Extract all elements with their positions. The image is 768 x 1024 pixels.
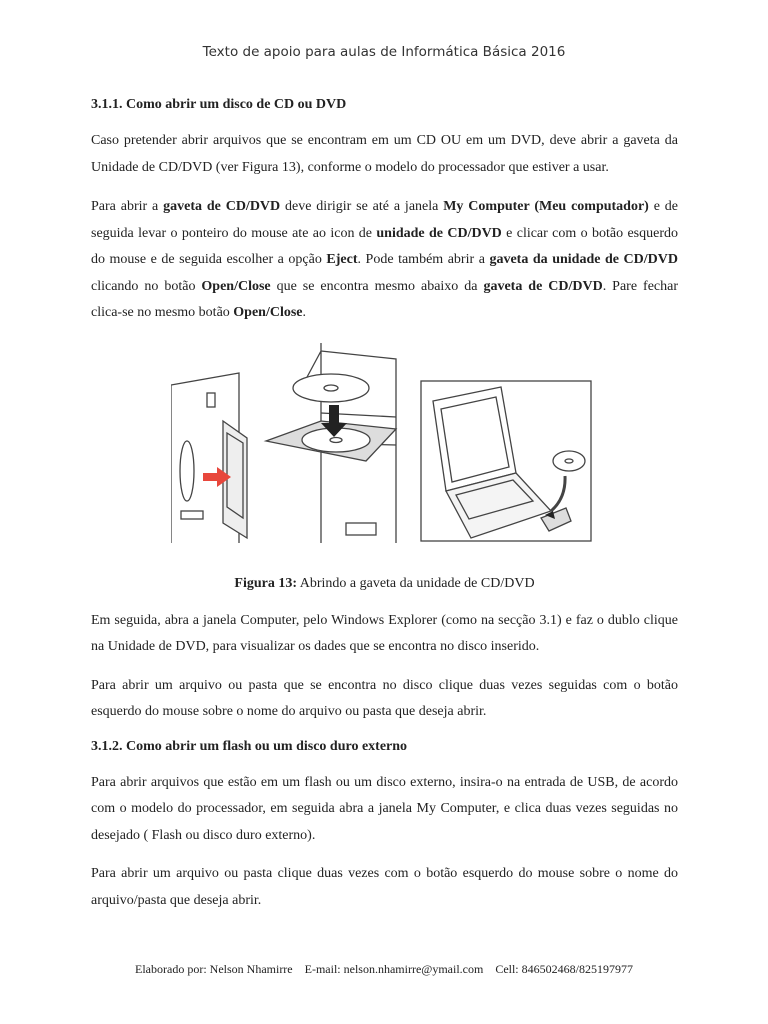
section-heading-3-1-2: 3.1.2. Como abrir um flash ou um disco duro externo — [91, 738, 408, 754]
bold-term: unidade de CD/DVD — [376, 225, 502, 241]
disc-above — [293, 374, 369, 402]
disc-side-view — [180, 441, 194, 501]
text-run: Para abrir a — [91, 199, 164, 214]
document-body — [91, 96, 678, 914]
paragraph-explorer: Em seguida, abra a janela Computer, pelo Windows Explorer (como na secção 3.1) e faz o dublo clique na Unidade de DVD, para visualizar os dades que se encontra no disco inserido. — [91, 612, 678, 654]
bold-term: gaveta de CD/DVD — [483, 278, 603, 294]
tower-middle-button — [346, 523, 376, 535]
paragraph-instructions — [91, 194, 678, 327]
bold-term: Eject — [326, 252, 358, 267]
paragraph-intro: Caso pretender abrir arquivos que se encontram em um CD OU em um DVD, deve abrir a gaveta da Unidade de CD/DVD (ver Figura 13), conforme o modelo do processador que estiver a usar. — [91, 133, 678, 175]
bold-term: Open/Close — [233, 305, 303, 320]
bold-term: My Computer (Meu computador) — [443, 199, 649, 214]
paragraph-flash: Para abrir arquivos que estão em um flash ou um disco externo, insira-o na entrada de USB, de acordo com o modelo do processador, em seguida abra a janela My Computer, e clica duas vezes seguidas no desejado ( Flash ou disco duro externo). — [91, 774, 678, 843]
text-run: clicando no botão — [91, 278, 202, 294]
paragraph-open-file: Para abrir um arquivo ou pasta que se encontra no disco clique duas vezes seguidas com o botão esquerdo do mouse sobre o nome do arquivo ou pasta que deseja abrir. — [91, 677, 678, 719]
caption-label: Figura 13: — [234, 575, 298, 591]
text-run: e clicar com o botão esquerdo do mouse e de seguida escolher a opção — [91, 225, 678, 267]
paragraph-open-folder: Para abrir um arquivo ou pasta clique duas vezes com o botão esquerdo do mouse sobre o nome do arquivo/pasta que deseja abrir. — [91, 866, 678, 908]
section-heading-3-1-1: 3.1.1. Como abrir um disco de CD ou DVD — [91, 97, 347, 112]
footer-email: E-mail: nelson.nhamirre@ymail.com — [304, 962, 484, 976]
text-run: e de seguida levar o ponteiro do mouse ate ao icon de — [91, 199, 678, 241]
caption-text: Abrindo a gaveta da unidade de CD/DVD — [297, 575, 535, 591]
text-run: deve dirigir se até a janela — [280, 199, 444, 214]
bold-term: Open/Close — [201, 278, 271, 294]
figure-13 — [91, 343, 678, 558]
cd-drive-illustration — [171, 343, 601, 543]
tower-left-slot — [181, 511, 203, 519]
text-run: . Pare fechar clica-se no mesmo botão — [91, 278, 678, 320]
footer-cell: Cell: 846502468/825197977 — [495, 962, 633, 976]
tower-left-button — [207, 393, 215, 407]
page-footer — [0, 962, 768, 977]
figure-caption — [91, 576, 678, 592]
text-run: . — [302, 305, 307, 320]
text-run: que se encontra mesmo abaixo da — [270, 278, 484, 294]
page-header: Texto de apoio para aulas de Informática Básica 2016 — [202, 44, 566, 60]
bold-term: gaveta da unidade de CD/DVD — [489, 252, 678, 267]
footer-author: Elaborado por: Nelson Nhamirre — [135, 962, 293, 976]
bold-term: gaveta de CD/DVD — [163, 199, 281, 214]
disc-laptop — [553, 451, 585, 471]
text-run: . Pode também abrir a — [357, 252, 490, 267]
